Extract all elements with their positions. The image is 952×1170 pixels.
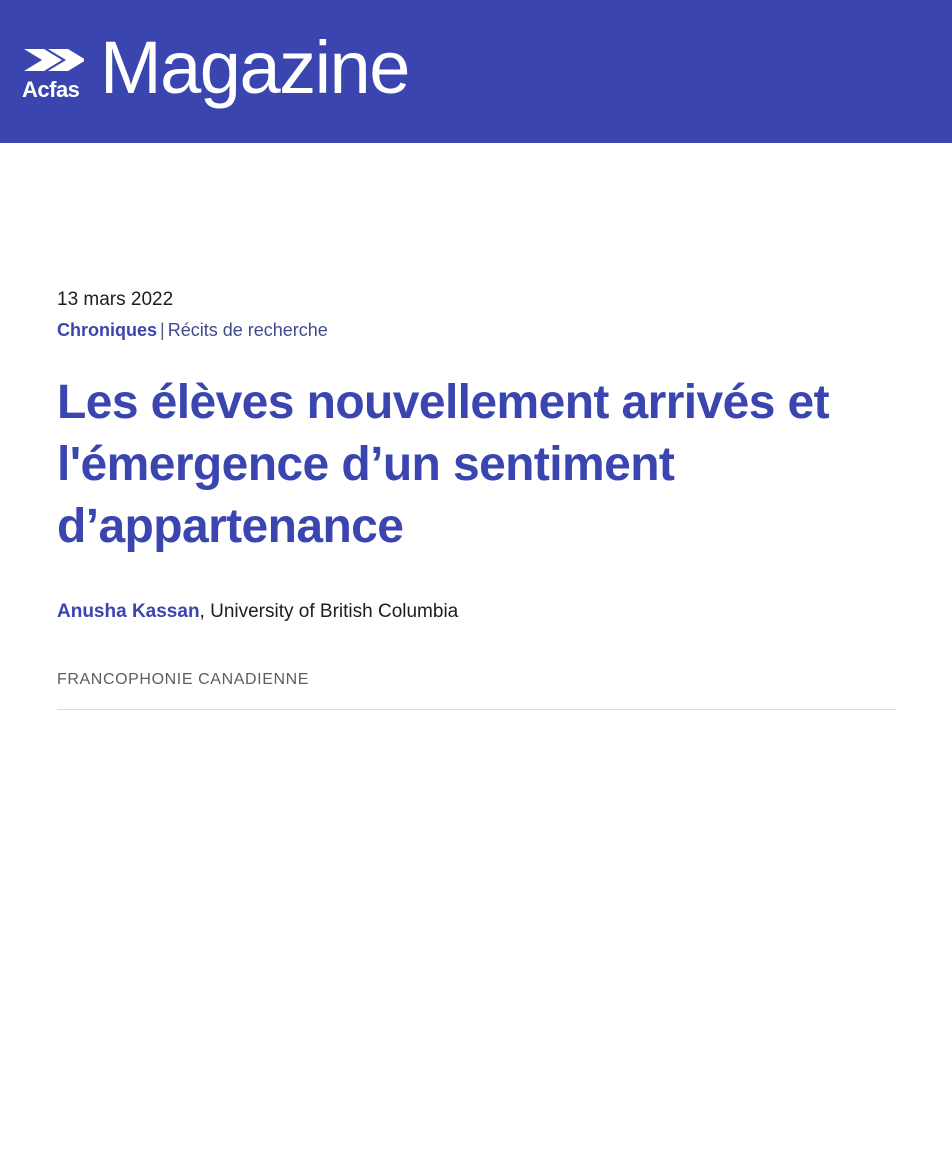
- author-link[interactable]: Anusha Kassan: [57, 600, 200, 622]
- article-kicker: [57, 317, 896, 344]
- author-affiliation: , University of British Columbia: [199, 600, 459, 622]
- publication-date: 13 mars 2022: [57, 289, 174, 310]
- page-title: Les élèves nouvellement arrivés et l'émergence d’un sentiment d’appartenance: [57, 375, 830, 554]
- section-label: FRANCOPHONIE CANADIENNE: [57, 671, 310, 689]
- acfas-logo[interactable]: [22, 43, 84, 101]
- article-body-placeholder: [57, 718, 896, 1138]
- double-chevron-icon: [22, 47, 84, 77]
- brand-lockup[interactable]: [22, 25, 409, 109]
- kicker-subcategory-link[interactable]: Récits de recherche: [167, 319, 328, 340]
- article-byline: [57, 599, 896, 626]
- article-meta: [57, 143, 896, 344]
- magazine-wordmark: Magazine: [100, 25, 409, 109]
- article-container: [0, 143, 952, 1138]
- site-masthead: [0, 0, 952, 143]
- kicker-separator: |: [160, 319, 165, 340]
- acfas-wordmark: Acfas: [22, 76, 80, 102]
- kicker-category-link[interactable]: Chroniques: [57, 319, 158, 340]
- content-divider: [57, 709, 896, 710]
